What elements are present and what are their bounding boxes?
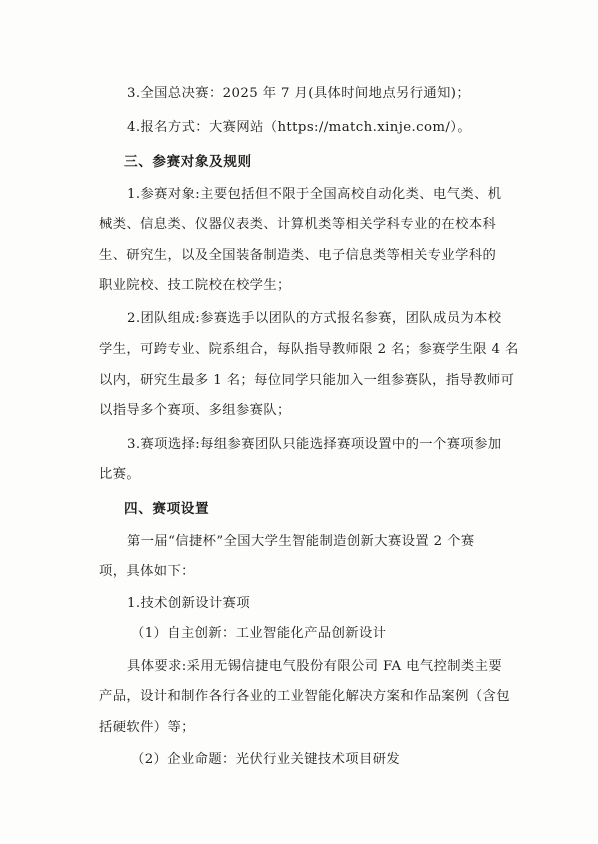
paragraph-line: 具体要求:采用无锡信捷电气股份有限公司 FA 电气控制类主要 <box>127 659 503 674</box>
paragraph-line: 职业院校、技工院校在校学生； <box>99 278 291 293</box>
registration-method-line: 4.报名方式：大赛网站（https://match.xinje.com/）。 <box>127 120 472 135</box>
schedule-final-line: 3.全国总决赛：2025 年 7 月(具体时间地点另行通知)； <box>127 86 471 101</box>
paragraph-line: 括硬软件）等； <box>99 720 195 735</box>
paragraph-line: 第一届“信捷杯”全国大学生智能制造创新大赛设置 2 个赛 <box>127 534 475 549</box>
subheading-item-1: （1）自主创新：工业智能化产品创新设计 <box>131 626 387 641</box>
section-heading-tracks: 四、赛项设置 <box>124 501 210 517</box>
paragraph-line: 学生，可跨专业、院系组合，每队指导教师限 2 名；参赛学生限 4 名 <box>99 342 519 357</box>
section-heading-participants: 三、参赛对象及规则 <box>124 154 252 170</box>
paragraph-line: 以指导多个赛项、多组参赛队； <box>99 403 291 418</box>
paragraph-line: 2.团队组成:参赛选手以团队的方式报名参赛，团队成员为本校 <box>127 311 502 326</box>
paragraph-line: 3.赛项选择:每组参赛团队只能选择赛项设置中的一个赛项参加 <box>127 437 502 452</box>
paragraph-line: 1.参赛对象:主要包括但不限于全国高校自动化类、电气类、机 <box>127 187 502 202</box>
paragraph-line: 比赛。 <box>99 467 141 482</box>
paragraph-line: 项，具体如下： <box>99 564 195 579</box>
subheading-track-1: 1.技术创新设计赛项 <box>127 596 251 611</box>
paragraph-line: 械类、信息类、仪器仪表类、计算机类等相关学科专业的在校本科 <box>99 217 497 232</box>
paragraph-line: 生、研究生，以及全国装备制造类、电子信息类等相关专业学科的 <box>99 248 497 263</box>
subheading-item-2: （2）企业命题：光伏行业关键技术项目研发 <box>131 752 401 767</box>
paragraph-line: 产品，设计和制作各行各业的工业智能化解决方案和作品案例（含包 <box>99 689 510 704</box>
paragraph-line: 以内，研究生最多 1 名；每位同学只能加入一组参赛队，指导教师可 <box>99 373 515 388</box>
